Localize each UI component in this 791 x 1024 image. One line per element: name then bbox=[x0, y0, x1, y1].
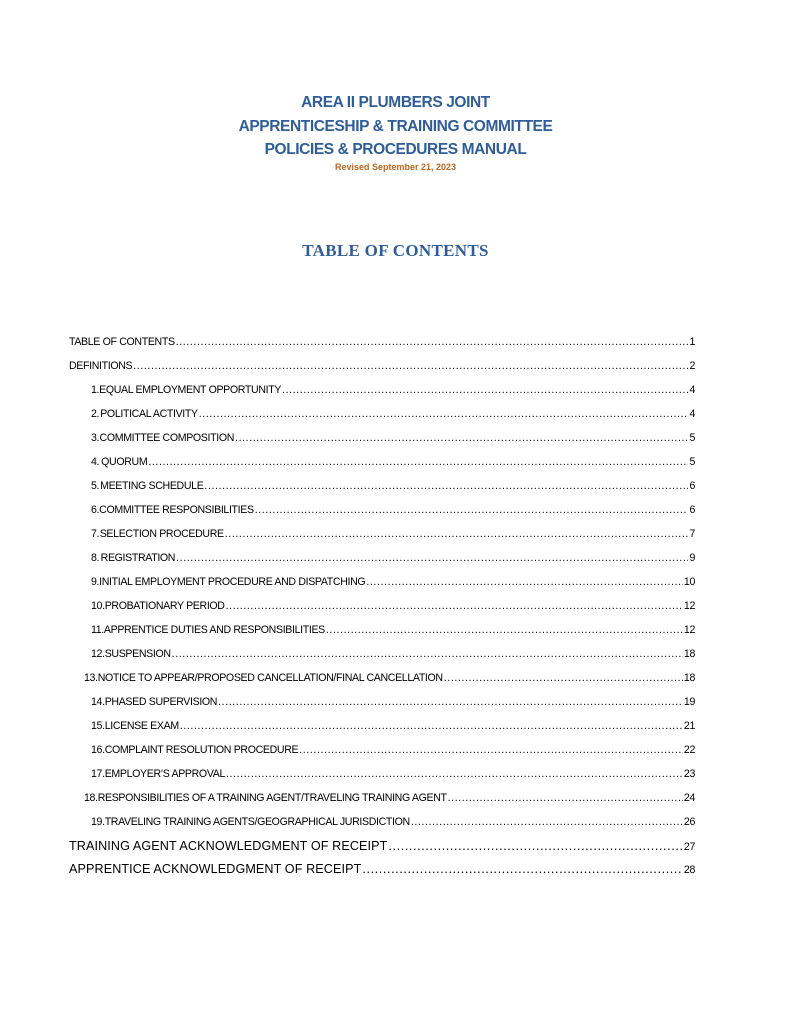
toc-leader bbox=[176, 336, 689, 348]
toc-entry-number: 15. bbox=[91, 720, 105, 732]
toc-entry-page: 5 bbox=[689, 432, 695, 444]
header-line-2 bbox=[0, 118, 791, 136]
toc-leader bbox=[255, 504, 689, 516]
toc-entry[interactable] bbox=[91, 384, 695, 396]
toc-entry-label: INITIAL EMPLOYMENT PROCEDURE AND DISPATCHING bbox=[99, 576, 366, 588]
toc-entry[interactable] bbox=[69, 336, 695, 348]
toc-leader bbox=[366, 576, 683, 588]
toc-entry-label: EQUAL EMPLOYMENT OPPORTUNITY bbox=[99, 384, 282, 396]
toc-entry[interactable] bbox=[84, 672, 695, 684]
toc-entry-number: 12. bbox=[91, 648, 105, 660]
toc-entry-number: 6. bbox=[91, 504, 100, 516]
toc-entry-page: 4 bbox=[689, 384, 695, 396]
toc-entry-label: COMMITTEE RESPONSIBILITIES bbox=[99, 504, 254, 516]
toc-entry[interactable] bbox=[69, 839, 695, 853]
toc-entry[interactable] bbox=[91, 744, 695, 756]
toc-entry-label: COMMITTEE COMPOSITION bbox=[99, 432, 235, 444]
header-line-1 bbox=[0, 94, 791, 112]
toc-entry[interactable] bbox=[91, 720, 695, 732]
toc-entry-label: PROBATIONARY PERIOD bbox=[104, 600, 225, 612]
revised-date: Revised September 21, 2023 bbox=[334, 162, 457, 172]
toc-leader bbox=[282, 384, 688, 396]
toc-entry-number: 1. bbox=[91, 384, 100, 396]
toc-entry-number: 4. bbox=[91, 456, 100, 468]
toc-entry[interactable] bbox=[91, 624, 695, 636]
toc-entry-page: 5 bbox=[689, 456, 695, 468]
toc-entry[interactable] bbox=[91, 552, 695, 564]
toc-entry[interactable] bbox=[91, 504, 695, 516]
toc-entry[interactable] bbox=[91, 648, 695, 660]
toc-entry[interactable] bbox=[91, 456, 695, 468]
toc-entry-number: 18. bbox=[84, 792, 98, 804]
toc-entry[interactable] bbox=[91, 696, 695, 708]
toc-entry-label: RESPONSIBILITIES OF A TRAINING AGENT/TRAVELING TRAINING AGENT bbox=[97, 792, 447, 804]
toc-entry-label: COMPLAINT RESOLUTION PROCEDURE bbox=[104, 744, 299, 756]
toc-entry-label: QUORUM bbox=[101, 456, 148, 468]
toc-entry-page: 21 bbox=[683, 720, 695, 732]
toc-entry-label: NOTICE TO APPEAR/PROPOSED CANCELLATION/FINAL CANCELLATION bbox=[97, 672, 443, 684]
toc-leader bbox=[411, 816, 683, 828]
toc-leader bbox=[133, 360, 688, 372]
toc-entry-label: LICENSE EXAM bbox=[104, 720, 179, 732]
toc-entry[interactable] bbox=[69, 862, 695, 876]
toc-entry-page: 2 bbox=[689, 360, 695, 372]
toc-entry-label: POLITICAL ACTIVITY bbox=[100, 408, 198, 420]
toc-entry-label: DEFINITIONS bbox=[69, 360, 133, 372]
toc-entry-number: 11. bbox=[91, 624, 104, 636]
toc-entry-label: APPRENTICE DUTIES AND RESPONSIBILITIES bbox=[103, 624, 325, 636]
toc-leader bbox=[199, 408, 689, 420]
toc-entry-page: 9 bbox=[689, 552, 695, 564]
toc-entry-number: 17. bbox=[91, 768, 105, 780]
toc-entry[interactable] bbox=[91, 408, 695, 420]
header-title-2: APPRENTICESHIP & TRAINING COMMITTEE bbox=[238, 118, 553, 135]
toc-entry-page: 24 bbox=[683, 792, 695, 804]
header-title-1: AREA II PLUMBERS JOINT bbox=[301, 94, 490, 111]
toc-entry-page: 6 bbox=[689, 504, 695, 516]
toc-entry-page: 4 bbox=[689, 408, 695, 420]
toc-entry-number: 13. bbox=[84, 672, 98, 684]
toc-leader bbox=[226, 600, 683, 612]
toc-entry[interactable] bbox=[91, 768, 695, 780]
toc-entry[interactable] bbox=[91, 480, 695, 492]
toc-entry-label: TRAVELING TRAINING AGENTS/GEOGRAPHICAL JURISDICTION bbox=[104, 816, 410, 828]
toc-entry-label: TRAINING AGENT ACKNOWLEDGMENT OF RECEIPT bbox=[69, 839, 388, 853]
toc-entry-page: 1 bbox=[689, 336, 695, 348]
toc-entry-page: 12 bbox=[683, 600, 695, 612]
toc-entry-page: 19 bbox=[683, 696, 695, 708]
toc-entry[interactable] bbox=[91, 816, 695, 828]
toc-entry-number: 3. bbox=[91, 432, 100, 444]
toc-entry-label: SELECTION PROCEDURE bbox=[99, 528, 224, 540]
toc-leader bbox=[362, 862, 683, 876]
toc-leader bbox=[448, 792, 683, 804]
toc-entry[interactable] bbox=[69, 360, 695, 372]
toc-entry-number: 5. bbox=[91, 480, 100, 492]
toc-entry-label: MEETING SCHEDULE bbox=[100, 480, 204, 492]
toc-leader bbox=[226, 768, 683, 780]
toc-leader bbox=[235, 432, 688, 444]
toc-entry-label: PHASED SUPERVISION bbox=[104, 696, 218, 708]
toc-title: TABLE OF CONTENTS bbox=[302, 241, 489, 260]
toc-entry-number: 16. bbox=[91, 744, 105, 756]
toc-entry-number: 9. bbox=[91, 576, 100, 588]
toc-entry-page: 12 bbox=[683, 624, 695, 636]
toc-entry-page: 6 bbox=[689, 480, 695, 492]
toc-entry[interactable] bbox=[91, 432, 695, 444]
toc-entry-label: TABLE OF CONTENTS bbox=[69, 336, 175, 348]
toc-entry-number: 19. bbox=[91, 816, 105, 828]
header-line-3 bbox=[0, 141, 791, 159]
toc-entry-page: 18 bbox=[683, 648, 695, 660]
toc-leader bbox=[180, 720, 683, 732]
toc-entry-page: 18 bbox=[683, 672, 695, 684]
toc-entry-number: 2. bbox=[91, 408, 100, 420]
toc-entry-page: 10 bbox=[683, 576, 695, 588]
toc-entry-label: APPRENTICE ACKNOWLEDGMENT OF RECEIPT bbox=[69, 862, 362, 876]
toc-entry[interactable] bbox=[84, 792, 695, 804]
toc-leader bbox=[172, 648, 683, 660]
toc-leader bbox=[444, 672, 683, 684]
toc-entry-page: 28 bbox=[683, 864, 695, 876]
toc-entry[interactable] bbox=[91, 528, 695, 540]
toc-entry-number: 14. bbox=[91, 696, 105, 708]
toc-leader bbox=[148, 456, 688, 468]
toc-entry-number: 8. bbox=[91, 552, 100, 564]
toc-leader bbox=[204, 480, 688, 492]
toc-leader bbox=[299, 744, 683, 756]
toc-entry-page: 7 bbox=[689, 528, 695, 540]
toc-leader bbox=[176, 552, 688, 564]
toc-entry-page: 23 bbox=[683, 768, 695, 780]
toc-entry-number: 10. bbox=[91, 600, 105, 612]
toc-leader bbox=[225, 528, 689, 540]
toc-entry-page: 27 bbox=[683, 841, 695, 853]
toc-entry-label: EMPLOYER’S APPROVAL bbox=[104, 768, 226, 780]
toc-entry-page: 26 bbox=[683, 816, 695, 828]
toc-leader bbox=[326, 624, 683, 636]
toc-entry-label: SUSPENSION bbox=[104, 648, 171, 660]
toc-entry-label: REGISTRATION bbox=[100, 552, 176, 564]
toc-leader bbox=[388, 839, 682, 853]
toc-entry[interactable] bbox=[91, 600, 695, 612]
toc-entry-number: 7. bbox=[91, 528, 100, 540]
toc-entry-page: 22 bbox=[683, 744, 695, 756]
toc-leader bbox=[218, 696, 683, 708]
header-title-3: POLICIES & PROCEDURES MANUAL bbox=[264, 141, 527, 158]
toc-entry[interactable] bbox=[91, 576, 695, 588]
